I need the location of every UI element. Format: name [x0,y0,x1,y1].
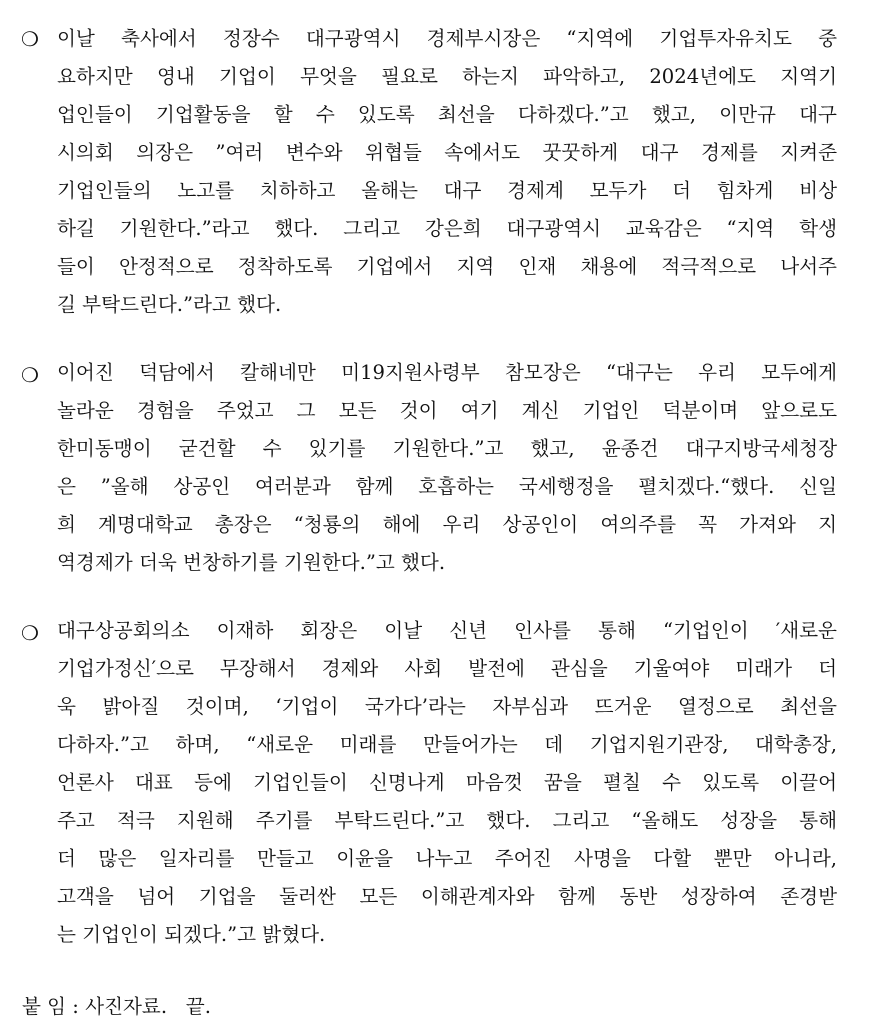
text-line: 대구상공회의소 이재하 회장은 이날 신년 인사를 통해 “기업인이 ′새로운 [57,619,837,642]
circle-bullet-icon: ❍ [21,621,39,645]
text-line: 다하자.”고 하며, “새로운 미래를 만들어가는 데 기업지원기관장, 대학총장, [57,733,837,756]
text-line: 고객을 넘어 기업을 둘러싼 모든 이해관계자와 함께 동반 성장하여 존경받 [57,885,837,908]
text-line: 는 기업인이 되겠다.”고 밝혔다. [57,923,326,946]
text-line: 언론사 대표 등에 기업인들이 신명나게 마음껏 꿈을 펼칠 수 있도록 이끌어 [57,771,837,794]
text-line: 주고 적극 지원해 주기를 부탁드린다.”고 했다. 그리고 “올해도 성장을 통해 [57,809,837,832]
text-line: 역경제가 더욱 번창하기를 기원한다.”고 했다. [57,551,446,574]
text-line: 기업인들의 노고를 치하하고 올해는 대구 경제계 모두가 더 힘차게 비상 [57,179,837,202]
text-line: 희 계명대학교 총장은 “청룡의 해에 우리 상공인이 여의주를 꼭 가져와 지 [57,513,837,536]
circle-bullet-icon: ❍ [21,27,39,51]
text-line: 하길 기원한다.”라고 했다. 그리고 강은희 대구광역시 교육감은 “지역 학생 [57,217,837,240]
text-line: 길 부탁드린다.”라고 했다. [57,293,282,316]
text-line: 들이 안정적으로 정착하도록 기업에서 지역 인재 채용에 적극적으로 나서주 [57,255,837,278]
attachment-footer: 붙 임 : 사진자료. 끝. [22,995,211,1018]
text-line: 더 많은 일자리를 만들고 이윤을 나누고 주어진 사명을 다할 뿐만 아니라, [57,847,837,870]
text-line: 이어진 덕담에서 칼해네만 미19지원사령부 참모장은 “대구는 우리 모두에게 [57,361,837,384]
text-line: 한미동맹이 굳건할 수 있기를 기원한다.”고 했고, 윤종건 대구지방국세청장 [57,437,837,460]
text-line: 요하지만 영내 기업이 무엇을 필요로 하는지 파악하고, 2024년에도 지역기 [57,65,837,88]
text-line: 시의회 의장은 ”여러 변수와 위협들 속에서도 꿋꿋하게 대구 경제를 지켜준 [57,141,837,164]
text-line: 업인들이 기업활동을 할 수 있도록 최선을 다하겠다.”고 했고, 이만규 대구 [57,103,837,126]
text-line: 욱 밝아질 것이며, ‘기업이 국가다’라는 자부심과 뜨거운 열정으로 최선을 [57,695,837,718]
text-line: 놀라운 경험을 주었고 그 모든 것이 여기 계신 기업인 덕분이며 앞으로도 [57,399,837,422]
text-line: 은 ”올해 상공인 여러분과 함께 호흡하는 국세행정을 펼치겠다.“했다. 신일 [57,475,837,498]
text-line: 기업가정신′으로 무장해서 경제와 사회 발전에 관심을 기울여야 미래가 더 [57,657,837,680]
text-line: 이날 축사에서 정장수 대구광역시 경제부시장은 “지역에 기업투자유치도 중 [57,27,837,50]
circle-bullet-icon: ❍ [21,363,39,387]
